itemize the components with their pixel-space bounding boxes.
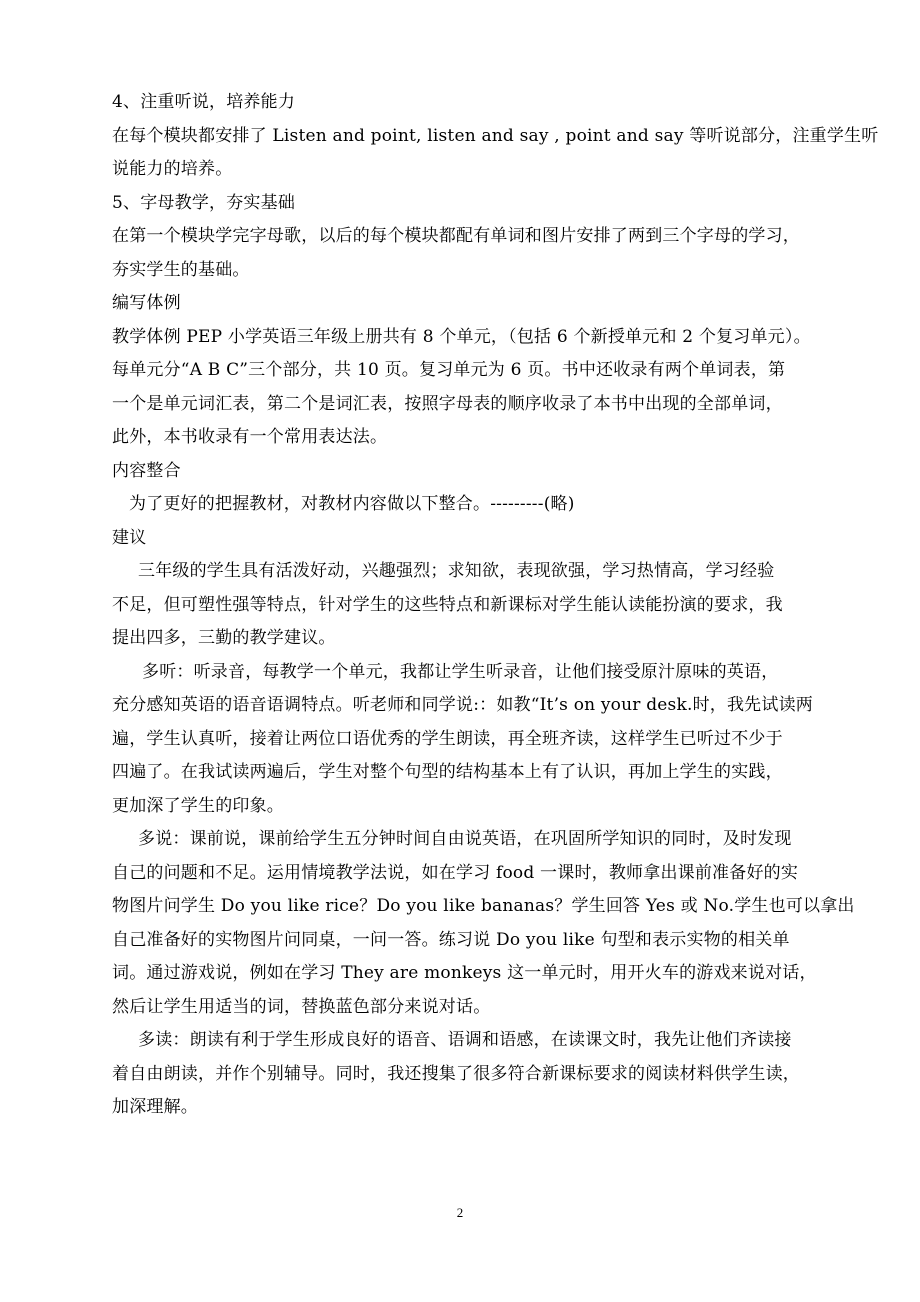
paragraph-line: 自己的问题和不足。运用情境教学法说，如在学习 food 一课时，教师拿出课前准备好的实	[112, 862, 799, 883]
paragraph-line: 着自由朗读，并作个别辅导。同时，我还搜集了很多符合新课标要求的阅读材料供学生读，	[112, 1063, 800, 1084]
paragraph-line: 多读：朗读有利于学生形成良好的语音、语调和语感，在读课文时，我先让他们齐读接	[138, 1030, 792, 1050]
paragraph-line: 自己准备好的实物图片问同桌，一问一答。练习说 Do you like 句型和表示实物的相关单	[112, 929, 790, 950]
paragraph-line: 物图片问学生 Do you like rice？Do you like bananas？学生回答 Yes 或 No.学生也可以拿出	[112, 896, 855, 916]
paragraph-line: 说能力的培养。	[112, 159, 233, 179]
paragraph-line: 加深理解。	[112, 1097, 198, 1117]
paragraph-line: 在第一个模块学完字母歌，以后的每个模块都配有单词和图片安排了两到三个字母的学习，	[112, 226, 800, 246]
paragraph-line: 四遍了。在我试读两遍后，学生对整个句型的结构基本上有了认识，再加上学生的实践，	[112, 762, 783, 782]
paragraph-line: 不足，但可塑性强等特点，针对学生的这些特点和新课标对学生能认读能扮演的要求，我	[112, 594, 783, 615]
heading-suggestions: 建议	[112, 527, 147, 548]
paragraph-line: 三年级的学生具有活泼好动，兴趣强烈；求知欲，表现欲强，学习热情高，学习经验	[138, 561, 775, 581]
heading-content-integration: 内容整合	[112, 460, 181, 481]
paragraph-line: 每单元分“A B C”三个部分，共 10 页。复习单元为 6 页。书中还收录有两个单词表，第	[112, 360, 786, 380]
paragraph-line: 一个是单元词汇表，第二个是词汇表，按照字母表的顺序收录了本书中出现的全部单词，	[112, 393, 783, 414]
page-number: 2	[456, 1205, 464, 1220]
paragraph-line: 为了更好的把握教材，对教材内容做以下整合。---------(略)	[129, 494, 575, 514]
paragraph-line: 多听：听录音，每教学一个单元，我都让学生听录音，让他们接受原汁原味的英语，	[142, 661, 779, 682]
heading-listen-speak: 4、注重听说，培养能力	[112, 92, 296, 112]
paragraph-line: 多说：课前说，课前给学生五分钟时间自由说英语，在巩固所学知识的同时，及时发现	[138, 829, 792, 849]
paragraph-line: 充分感知英语的语音语调特点。听老师和同学说:：如教“It’s on your desk.时，我先试读两	[112, 695, 813, 715]
paragraph-line: 遍，学生认真听，接着让两位口语优秀的学生朗读，再全班齐读，这样学生已听过不少于	[112, 728, 783, 749]
paragraph-line: 词。通过游戏说，例如在学习 They are monkeys 这一单元时，用开火车的游戏来说对话，	[112, 963, 817, 983]
heading-letter-teaching: 5、字母教学，夯实基础	[112, 192, 296, 213]
paragraph-line: 夯实学生的基础。	[112, 259, 250, 280]
paragraph-line: 此外，本书收录有一个常用表达法。	[112, 427, 388, 447]
paragraph-line: 然后让学生用适当的词，替换蓝色部分来说对话。	[112, 996, 491, 1017]
document-body	[112, 86, 879, 1125]
paragraph-line: 提出四多，三勤的教学建议。	[112, 628, 336, 648]
paragraph-line: 在每个模块都安排了 Listen and point, listen and say , point and say 等听说部分，注重学生听	[112, 125, 879, 146]
heading-layout: 编写体例	[112, 293, 181, 313]
paragraph-line: 更加深了学生的印象。	[112, 795, 284, 816]
paragraph-line: 教学体例 PEP 小学英语三年级上册共有 8 个单元，（包括 6 个新授单元和 2 个复习单元）。	[112, 326, 811, 347]
